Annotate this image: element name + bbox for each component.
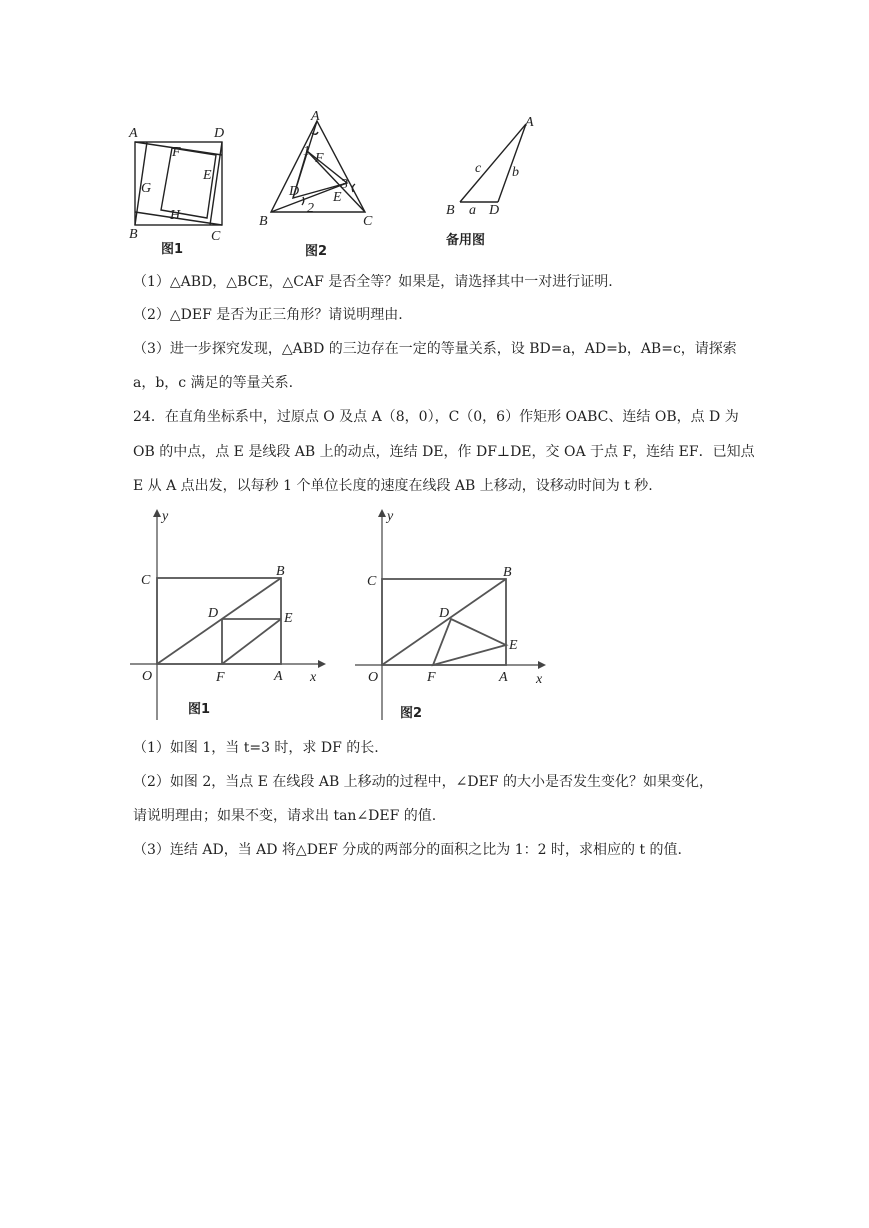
label-B: B xyxy=(259,214,268,229)
label-O: O xyxy=(142,669,153,684)
label-F: F xyxy=(172,145,181,160)
figure-caption: 图1 xyxy=(188,702,211,717)
label-F: F xyxy=(216,670,225,685)
q24-stem-line2: OB 的中点，点 E 是线段 AB 上的动点，连结 DE，作 DF⊥DE，交 OA 于点 F，连结 EF．已知点 xyxy=(133,444,755,460)
label-B: B xyxy=(129,227,138,242)
label-F: F xyxy=(427,670,436,685)
label-F: F xyxy=(315,151,324,166)
label-c: c xyxy=(475,161,482,176)
q23-part1: （1）△ABD，△BCE，△CAF 是否全等？如果是，请选择其中一对进行证明. xyxy=(133,274,613,290)
label-A: A xyxy=(525,115,534,130)
label-angle-1: 1 xyxy=(303,144,310,159)
label-D: D xyxy=(214,126,225,141)
label-E: E xyxy=(509,638,518,653)
label-B: B xyxy=(446,203,455,218)
q24-part2-line1: （2）如图 2，当点 E 在线段 AB 上移动的过程中，∠DEF 的大小是否发生变化？如果变化， xyxy=(133,774,714,790)
q23-part3-line2: a，b，c 满足的等量关系. xyxy=(133,375,294,391)
label-x: x xyxy=(310,670,317,685)
q24-part1: （1）如图 1，当 t=3 时，求 DF 的长. xyxy=(133,740,379,756)
figure-caption: 图2 xyxy=(305,244,328,259)
label-b: b xyxy=(512,165,519,180)
label-A: A xyxy=(274,669,283,684)
label-C: C xyxy=(363,214,373,229)
figure-spare xyxy=(440,110,550,250)
label-E: E xyxy=(333,190,342,205)
label-A: A xyxy=(311,109,320,124)
label-H: H xyxy=(170,208,181,223)
label-A: A xyxy=(129,126,138,141)
label-angle-3: 3 xyxy=(341,177,348,192)
label-C: C xyxy=(141,573,151,588)
label-O: O xyxy=(368,670,379,685)
label-D: D xyxy=(489,203,500,218)
q23-part2: （2）△DEF 是否为正三角形？请说明理由. xyxy=(133,307,403,323)
figure-caption: 备用图 xyxy=(446,233,486,248)
figure-square xyxy=(125,122,235,257)
label-A: A xyxy=(499,670,508,685)
q24-figure-2 xyxy=(355,505,555,720)
q23-part3-line1: （3）进一步探究发现，△ABD 的三边存在一定的等量关系，设 BD=a，AD=b，AB=c，请探索 xyxy=(133,341,737,357)
label-C: C xyxy=(211,229,221,244)
figure-triangle xyxy=(255,105,380,260)
q24-part2-line2: 请说明理由；如果不变，请求出 tan∠DEF 的值. xyxy=(133,808,437,824)
label-y: y xyxy=(162,509,169,524)
q24-stem-line3: E 从 A 点出发，以每秒 1 个单位长度的速度在线段 AB 上移动，设移动时间为 t 秒. xyxy=(133,478,653,494)
q24-stem-line1: 24．在直角坐标系中，过原点 O 及点 A（8，0），C（0，6）作矩形 OABC、连结 OB，点 D 为 xyxy=(133,409,739,425)
label-B: B xyxy=(503,565,512,580)
label-angle-2: 2 xyxy=(307,201,314,216)
label-D: D xyxy=(439,606,450,621)
label-D: D xyxy=(289,184,300,199)
figure-caption: 图1 xyxy=(161,242,184,257)
q24-part3: （3）连结 AD，当 AD 将△DEF 分成的两部分的面积之比为 1：2 时，求相应的 t 的值. xyxy=(133,842,682,858)
label-E: E xyxy=(284,611,293,626)
label-G: G xyxy=(141,181,152,196)
figure-caption: 图2 xyxy=(400,706,423,721)
label-y: y xyxy=(387,509,394,524)
label-E: E xyxy=(203,168,212,183)
q24-figure-1 xyxy=(130,505,330,720)
label-x: x xyxy=(536,672,543,687)
label-B: B xyxy=(276,564,285,579)
label-C: C xyxy=(367,574,377,589)
label-a: a xyxy=(469,203,476,218)
label-D: D xyxy=(208,606,219,621)
